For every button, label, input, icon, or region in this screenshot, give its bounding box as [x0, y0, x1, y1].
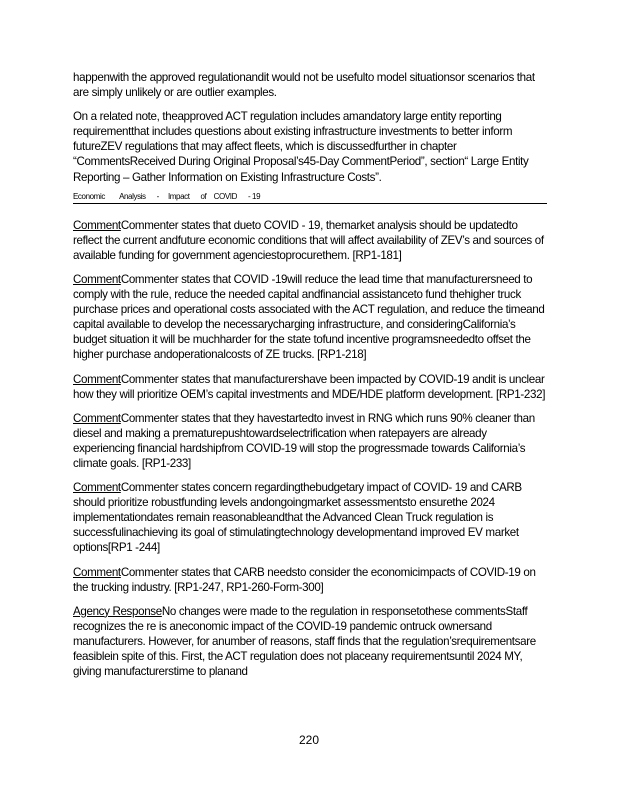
comment-text: Commenter states that COVID -19will reduce the lead time that manufacturersneed to comply with the rule, reduce the needed capital andfinancial assistanceto fund thehigher truck purchase prices and operational costs associated with the ACT regulation, and reduce the timeand capital available to develop the necessarycharging infrastructure, and consideringCalifornia’s budget situation it will be muchharder for the state tofund incentive programsneededto offset the higher purchase andoperationalcosts of ZE trucks. [RP1-218] [73, 272, 545, 362]
intro-paragraph-1: happenwith the approved regulationandit would not be usefulto model situationsor scenarios that are simply unlikely or are outlier examples. [73, 71, 535, 100]
section-heading: Economic Analysis - Impact of COVID - 19 [73, 192, 547, 204]
comment-text: Commenter states concern regardingthebudgetary impact of COVID- 19 and CARB should prioritize robustfunding levels andongoingmarket assessmentsto ensurethe 2024 implementationdates remain reasonableandthat the Advanced Clean Truck regulation is successfulinachieving its goal of stimulatingtechnology developmentand improved EV market options[RP1 -244] [73, 481, 522, 555]
comment-label: Comment [73, 272, 121, 286]
comment-text: Commenter states that dueto COVID - 19, themarket analysis should be updatedto reflect the current andfuture economic conditions that will affect availability of ZEV’s and sources of available funding for government agenciestoprocurethem. [RP1-181] [73, 218, 544, 262]
agency-response-text: No changes were made to the regulation in responsetothese commentsStaff recognizes the re is aneconomic impact of the COVID-19 pandemic ontruck ownersand manufacturers. However, for anumber of reasons, staff finds that the regulation’srequirementsare feasiblein spite of this. First, the ACT regulation does not placeany requirementsuntil 2024 MY, giving manufacturerstime to planand [73, 604, 536, 679]
agency-response-paragraph [73, 604, 547, 679]
comment-text: Commenter states that manufacturershave been impacted by COVID-19 andit is unclear how they will prioritize OEM’s capital investments and MDE/HDE platform development. [RP1-232] [73, 372, 546, 401]
comment-label: Comment [73, 565, 121, 579]
comment-label: Comment [73, 411, 121, 425]
comment-paragraph [73, 372, 547, 402]
comment-paragraph [73, 480, 547, 555]
comment-paragraph [73, 272, 547, 363]
comment-label: Comment [73, 481, 121, 495]
comment-label: Comment [73, 372, 121, 386]
comment-text: Commenter states that CARB needsto consider the economicimpacts of COVID-19 on the trucking industry. [RP1-247, RP1-260-Form-300] [73, 565, 536, 594]
comment-paragraph [73, 218, 547, 263]
comment-label: Comment [73, 218, 121, 232]
page-number: 220 [298, 733, 320, 747]
agency-response-label: Agency Response [73, 604, 162, 618]
comment-paragraph [73, 565, 547, 595]
comment-paragraph [73, 411, 547, 471]
comment-text: Commenter states that they havestartedto invest in RNG which runs 90% cleaner than diesel and making a prematurepushtowardselectrification when ratepayers are already experiencing financial hardshipfrom COVID-19 will stop the progressmade towards California’s climate goals. [RP1-233] [73, 411, 535, 470]
document-page [73, 70, 547, 688]
intro-paragraph-2: On a related note, theapproved ACT regulation includes amandatory large entity reporting requirementthat includes questions about existing infrastructure investments to better inform futureZEV regulations that may affect fleets, which is discussedfurther in chapter “CommentsReceived During Original Proposal’s45-Day CommentPeriod”, section“ Large Entity Reporting – Gather Information on Existing Infrastructure Costs”. [73, 110, 529, 184]
